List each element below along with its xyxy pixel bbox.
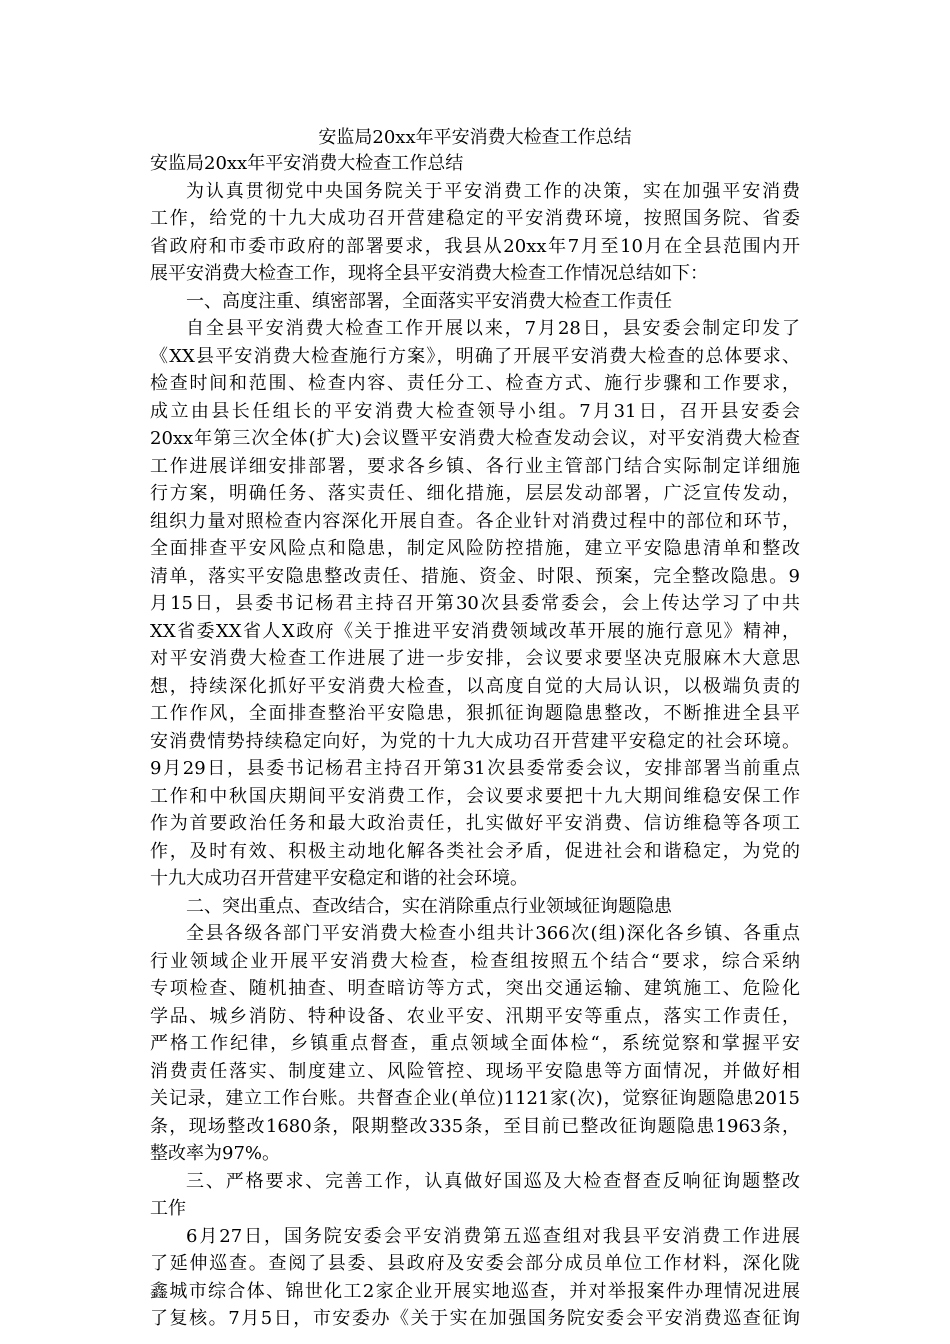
paragraph-line: XX省委XX省人X政府《关于推进平安消费领域改革开展的施行意见》精神，	[150, 620, 800, 642]
document-title: 安监局20xx年平安消费大检查工作总结	[318, 127, 632, 148]
paragraph-line: 清单，落实平安隐患整改责任、措施、资金、时限、预案，完全整改隐患。9	[150, 565, 800, 587]
paragraph-line: 6月27日，国务院安委会平安消费第五巡查组对我县平安消费工作进展	[186, 1225, 800, 1247]
paragraph-line: 为认真贯彻党中央国务院关于平安消费工作的决策，实在加强平安消费	[186, 180, 800, 202]
paragraph-line: 条，现场整改1680条，限期整改335条，至目前已整改征询题隐患1963条，	[150, 1115, 800, 1137]
paragraph-line: 想，持续深化抓好平安消费大检查，以高度自觉的大局认识，以极端负责的	[150, 675, 800, 697]
paragraph-line: 学品、城乡消防、特种设备、农业平安、汛期平安等重点，落实工作责任，	[150, 1005, 800, 1027]
paragraph-line: 作为首要政治任务和最大政治责任，扎实做好平安消费、信访维稳等各项工	[150, 813, 800, 834]
paragraph-line: 了复核。7月5日，市安委办《关于实在加强国务院安委会平安消费巡查征询	[150, 1308, 800, 1329]
paragraph-line: 二、突出重点、查改结合，实在消除重点行业领域征询题隐患	[186, 895, 672, 917]
paragraph-line: 消费责任落实、制度建立、风险管控、现场平安隐患等方面情况，并做好相	[150, 1060, 800, 1082]
paragraph-line: 工作作风，全面排查整治平安隐患，狠抓征询题隐患整改，不断推进全县平	[150, 703, 800, 724]
paragraph-line: 20xx年第三次全体(扩大)会议暨平安消费大检查发动会议，对平安消费大检查	[150, 428, 800, 449]
paragraph-line: 专项检查、随机抽查、明查暗访等方式，突出交通运输、建筑施工、危险化	[150, 978, 800, 999]
paragraph-line: 行业领域企业开展平安消费大检查，检查组按照五个结合“要求，综合采纳	[150, 950, 800, 972]
paragraph-line: 三、严格要求、完善工作，认真做好国巡及大检查督查反响征询题整改	[186, 1170, 800, 1192]
paragraph-line: 自全县平安消费大检查工作开展以来，7月28日，县安委会制定印发了	[186, 318, 800, 339]
paragraph-line: 9月29日，县委书记杨君主持召开第31次县委常委会议，安排部署当前重点	[150, 758, 800, 779]
paragraph-line: 展平安消费大检查工作，现将全县平安消费大检查工作情况总结如下：	[150, 263, 708, 284]
paragraph-line: 工作进展详细安排部署，要求各乡镇、各行业主管部门结合实际制定详细施	[150, 455, 800, 477]
document-subtitle: 安监局20xx年平安消费大检查工作总结	[150, 153, 464, 174]
paragraph-line: 对平安消费大检查工作进展了进一步安排，会议要求要坚决克服麻木大意思	[150, 648, 800, 669]
paragraph-line: 月15日，县委书记杨君主持召开第30次县委常委会，会上传达学习了中共	[150, 593, 800, 614]
paragraph-line: 作，及时有效、积极主动地化解各类社会矛盾，促进社会和谐稳定，为党的	[150, 840, 800, 862]
paragraph-line: 了延伸巡查。查阅了县委、县政府及安委会部分成员单位工作材料，深化陇	[150, 1253, 800, 1274]
paragraph-line: 全面排查平安风险点和隐患，制定风险防控措施，建立平安隐患清单和整改	[150, 538, 800, 559]
paragraph-line: 关记录，建立工作台账。共督查企业(单位)1121家(次)，觉察征询题隐患2015	[150, 1088, 800, 1109]
paragraph-line: 工作和中秋国庆期间平安消费工作，会议要求要把十九大期间维稳安保工作	[150, 785, 800, 807]
paragraph-line: 十九大成功召开营建平安稳定和谐的社会环境。	[150, 868, 528, 889]
paragraph-line: 《XX县平安消费大检查施行方案》，明确了开展平安消费大检查的总体要求、	[150, 345, 800, 367]
paragraph-line: 安消费情势持续稳定向好，为党的十九大成功召开营建平安稳定的社会环境。	[150, 730, 800, 752]
paragraph-line: 组织力量对照检查内容深化开展自查。各企业针对消费过程中的部位和环节，	[150, 510, 800, 532]
paragraph-line: 严格工作纪律，乡镇重点督查，重点领域全面体检“，系统觉察和掌握平安	[150, 1033, 800, 1054]
paragraph-line: 工作	[150, 1198, 186, 1219]
paragraph-line: 省政府和市委市政府的部署要求，我县从20xx年7月至10月在全县范围内开	[150, 235, 800, 257]
paragraph-line: 整改率为97%。	[150, 1143, 281, 1164]
paragraph-line: 鑫城市综合体、锦世化工2家企业开展实地巡查，并对举报案件办理情况进展	[150, 1280, 800, 1302]
paragraph-line: 工作，给党的十九大成功召开营建稳定的平安消费环境，按照国务院、省委	[150, 208, 800, 229]
document-body	[150, 150, 800, 1333]
paragraph-line: 全县各级各部门平安消费大检查小组共计366次(组)深化各乡镇、各重点	[186, 923, 800, 944]
paragraph-line: 行方案，明确任务、落实责任、细化措施，层层发动部署，广泛宣传发动，	[150, 483, 800, 504]
paragraph-line: 一、高度注重、缜密部署，全面落实平安消费大检查工作责任	[186, 290, 672, 312]
paragraph-line: 成立由县长任组长的平安消费大检查领导小组。7月31日，召开县安委会	[150, 400, 800, 422]
paragraph-line: 检查时间和范围、检查内容、责任分工、检查方式、施行步骤和工作要求，	[150, 373, 800, 394]
